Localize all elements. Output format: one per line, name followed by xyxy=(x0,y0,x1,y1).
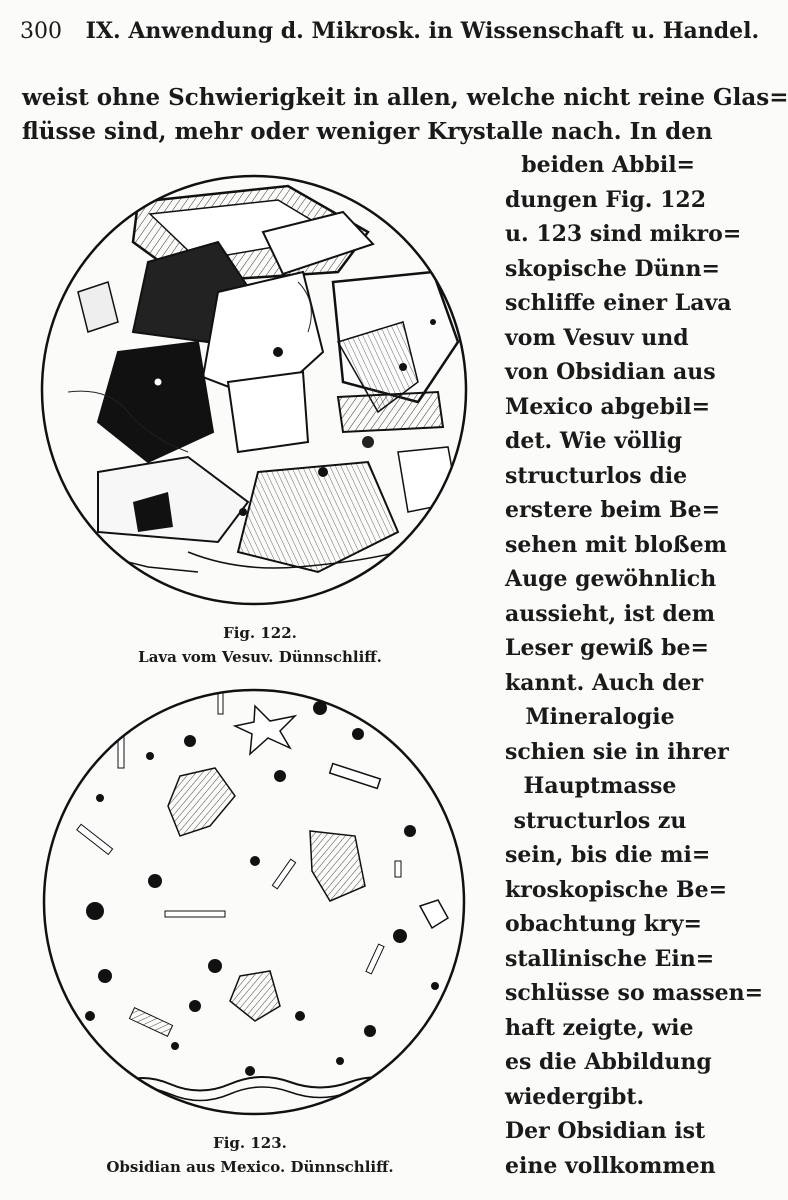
column-line: beiden Abbil= xyxy=(521,152,695,178)
right-column xyxy=(505,152,764,1187)
column-line: Hauptmasse xyxy=(523,773,677,799)
figure-122-caption: Lava vom Vesuv. Dünnschliff. xyxy=(138,648,382,666)
column-line: eine vollkommen xyxy=(505,1152,716,1179)
column-line: vom Vesuv und xyxy=(505,324,689,351)
column-line: Mineralogie xyxy=(525,704,675,730)
running-header xyxy=(20,18,760,52)
column-line: det. Wie völlig xyxy=(505,428,683,454)
text-line-2: flüsse sind, mehr oder weniger Krystalle nach. In den xyxy=(22,118,713,145)
column-line: erstere beim Be= xyxy=(505,497,721,523)
column-line: schliffe einer Lava xyxy=(505,290,732,316)
column-line: stallinische Ein= xyxy=(505,945,715,972)
column-line: Auge gewöhnlich xyxy=(505,566,717,592)
column-line: sehen mit bloßem xyxy=(505,531,727,558)
running-title: IX. Anwendung d. Mikrosk. in Wissenschaft u. Handel. xyxy=(85,18,760,44)
column-line: skopische Dünn= xyxy=(505,255,720,282)
column-line: wiedergibt. xyxy=(505,1083,645,1110)
obsidian-thin-section-illustration xyxy=(40,686,468,1118)
column-line: structurlos die xyxy=(505,462,688,489)
page-number: 300 xyxy=(20,19,62,44)
column-line: Mexico abgebil= xyxy=(505,393,711,420)
column-line: haft zeigte, wie xyxy=(505,1014,694,1041)
column-line: kroskopische Be= xyxy=(505,876,728,903)
column-line: aussieht, ist dem xyxy=(505,600,716,627)
column-line: schlüsse so massen= xyxy=(505,980,764,1006)
figure-122-lava xyxy=(38,172,470,608)
column-line: obachtung kry= xyxy=(505,911,702,937)
text-line-1: weist ohne Schwierigkeit in allen, welche nicht reine Glas= xyxy=(22,84,788,111)
figure-122-number: Fig. 122. xyxy=(223,624,297,642)
column-line: Der Obsidian ist xyxy=(505,1118,706,1144)
lava-thin-section-illustration xyxy=(38,172,470,608)
column-line: Leser gewiß be= xyxy=(505,635,709,661)
column-line: dungen Fig. 122 xyxy=(505,186,707,213)
figure-123-caption: Obsidian aus Mexico. Dünnschliff. xyxy=(106,1158,394,1176)
column-line: es die Abbildung xyxy=(505,1049,712,1075)
column-line: von Obsidian aus xyxy=(505,359,716,385)
figure-123-number: Fig. 123. xyxy=(213,1134,287,1152)
figure-123-obsidian xyxy=(40,686,468,1118)
column-line: kannt. Auch der xyxy=(505,669,704,696)
column-line: u. 123 sind mikro= xyxy=(505,221,742,247)
column-line: sein, bis die mi= xyxy=(505,842,711,868)
column-line: structurlos zu xyxy=(513,807,687,834)
column-line: schien sie in ihrer xyxy=(505,738,729,765)
